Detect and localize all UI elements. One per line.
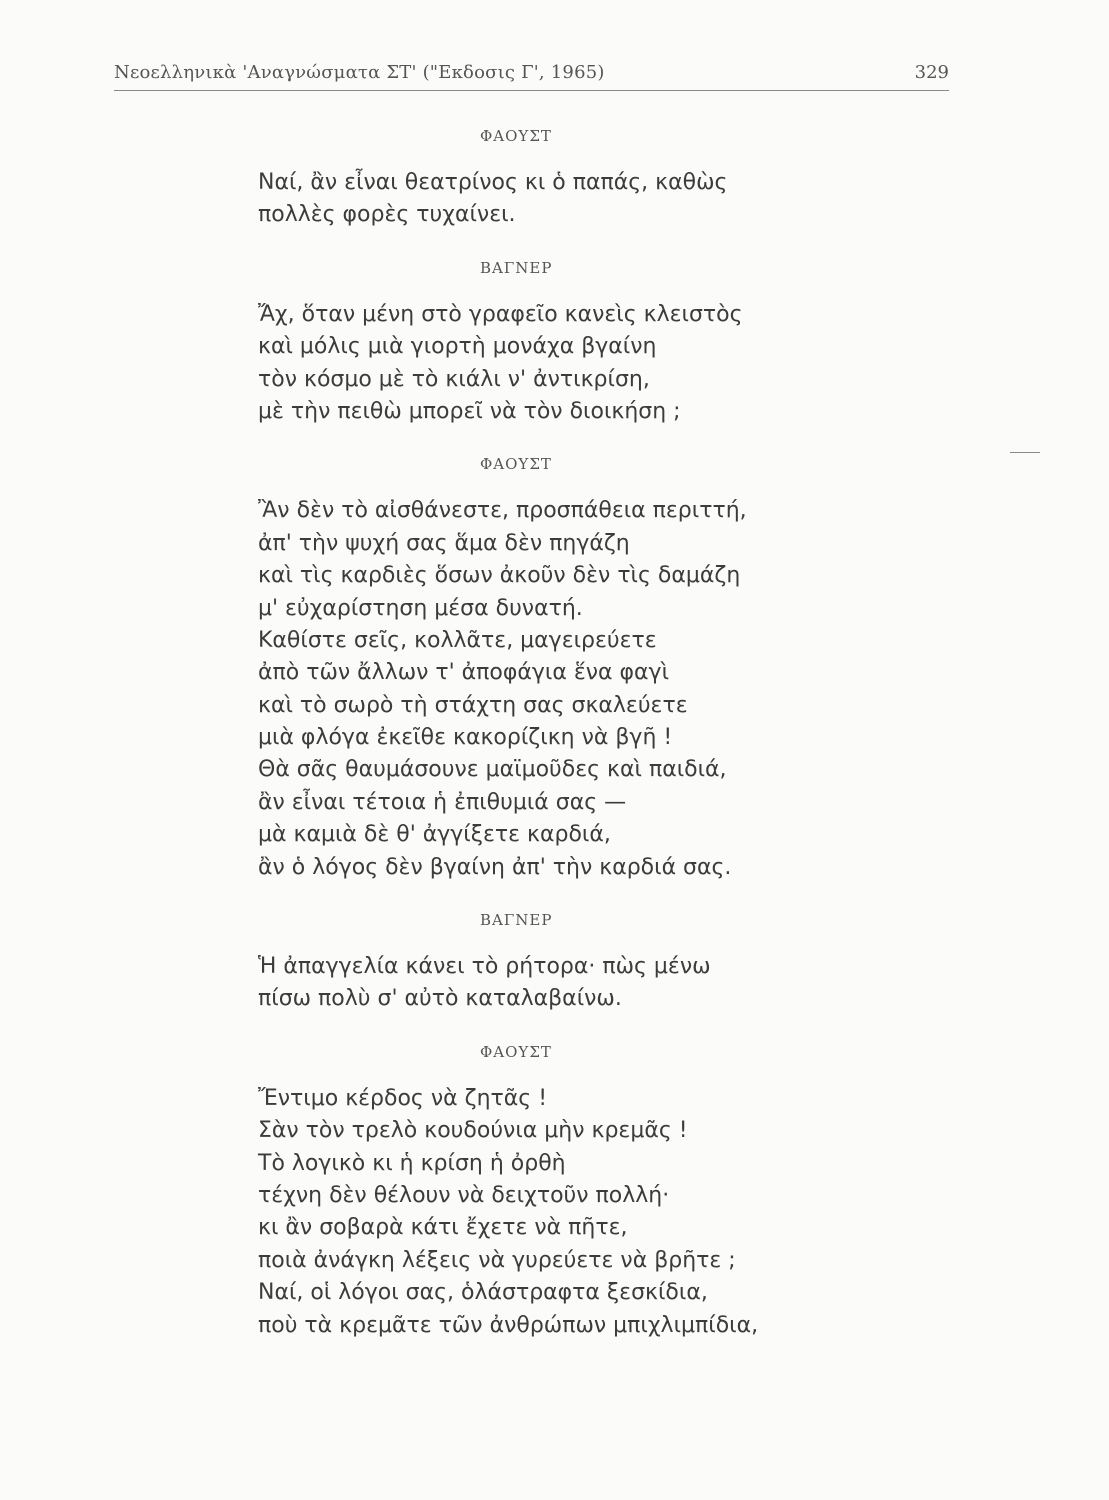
verse-line: κι ἂν σοβαρὰ κάτι ἔχετε νὰ πῆτε, xyxy=(258,1215,628,1241)
verse-line: ἂν ὁ λόγος δὲν βγαίνη ἀπ' τὴν καρδιά σας. xyxy=(258,854,732,880)
verse-line: Τὸ λογικὸ κι ἡ κρίση ἡ ὀρθὴ xyxy=(258,1150,566,1176)
verse-line: Καθίστε σεῖς, κολλᾶτε, μαγειρεύετε xyxy=(258,627,657,653)
margin-mark xyxy=(1010,452,1040,453)
dialogue-block xyxy=(258,1040,898,1342)
verse-line: Θὰ σᾶς θαυμάσουνε μαϊμοῦδες καὶ παιδιά, xyxy=(258,757,727,783)
verse-line: Ἄχ, ὅταν μένη στὸ γραφεῖο κανεὶς κλειστὸς xyxy=(258,301,743,327)
verse-line: καὶ τὶς καρδιὲς ὅσων ἀκοῦν δὲν τὶς δαμάζη xyxy=(258,563,741,589)
verse-line: ἀπὸ τῶν ἄλλων τ' ἀποφάγια ἕνα φαγὶ xyxy=(258,660,670,686)
speaker-name: ΦΑΟΥΣΤ xyxy=(480,127,552,145)
verse-line: ποιὰ ἀνάγκη λέξεις νὰ γυρεύετε νὰ βρῆτε ; xyxy=(258,1247,736,1273)
poem-text xyxy=(258,124,898,1342)
verse-line: τὸν κόσμο μὲ τὸ κιάλι ν' ἀντικρίση, xyxy=(258,366,650,392)
speaker-name: ΒΑΓΝΕΡ xyxy=(480,258,553,277)
speaker-name: ΦΑΟΥΣΤ xyxy=(480,1042,552,1061)
verse-line: ἀπ' τὴν ψυχή σας ἅμα δὲν πηγάζη xyxy=(258,530,630,556)
verse-line: Ναί, ἂν εἶναι θεατρίνος κι ὁ παπάς, καθὼς xyxy=(258,170,728,195)
speaker-name: ΒΑΓΝΕΡ xyxy=(480,911,553,930)
verse-line: καὶ τὸ σωρὸ τὴ στάχτη σας σκαλεύετε xyxy=(258,692,688,718)
verse-line: Ἡ ἀπαγγελία κάνει τὸ ρήτορα· πὼς μένω xyxy=(258,954,711,980)
dialogue-block xyxy=(258,124,898,232)
book-title: Νεοελληνικὰ 'Αναγνώσματα ΣΤ' ("Εκδοσις Γ', 1965) xyxy=(114,62,605,83)
verse-line: ποὺ τὰ κρεμᾶτε τῶν ἀνθρώπων μπιχλιμπίδια, xyxy=(258,1312,759,1338)
verse-line: μ' εὐχαρίστηση μέσα δυνατή. xyxy=(258,595,583,621)
verse-line: μιὰ φλόγα ἐκεῖθε κακορίζικη νὰ βγῆ ! xyxy=(258,725,673,751)
verse-line: πίσω πολὺ σ' αὐτὸ καταλαβαίνω. xyxy=(258,986,622,1012)
verse-line: μὲ τὴν πειθὼ μπορεῖ νὰ τὸν διοικήση ; xyxy=(258,398,681,424)
verse-line: Ἔντιμο κέρδος νὰ ζητᾶς ! xyxy=(258,1085,548,1111)
dialogue-block xyxy=(258,256,898,429)
verse-line: Ἂν δὲν τὸ αἰσθάνεστε, προσπάθεια περιττή, xyxy=(258,498,747,524)
verse-line: Ναί, οἱ λόγοι σας, ὁλάστραφτα ξεσκίδια, xyxy=(258,1280,708,1306)
verse-line: καὶ μόλις μιὰ γιορτὴ μονάχα βγαίνη xyxy=(258,334,657,360)
verse-line: Σὰν τὸν τρελὸ κουδούνια μὴν κρεμᾶς ! xyxy=(258,1118,688,1144)
page-number: 329 xyxy=(914,62,949,83)
dialogue-block xyxy=(258,908,898,1016)
speaker-name: ΦΑΟΥΣΤ xyxy=(480,455,552,474)
verse-line: τέχνη δὲν θέλουν νὰ δειχτοῦν πολλή· xyxy=(258,1182,670,1208)
verse-line: πολλὲς φορὲς τυχαίνει. xyxy=(258,202,516,228)
dialogue-block xyxy=(258,452,898,884)
running-head xyxy=(114,60,949,91)
verse-line: μὰ καμιὰ δὲ θ' ἀγγίξετε καρδιά, xyxy=(258,822,611,848)
verse-line: ἂν εἶναι τέτοια ἡ ἐπιθυμιά σας — xyxy=(258,789,627,815)
